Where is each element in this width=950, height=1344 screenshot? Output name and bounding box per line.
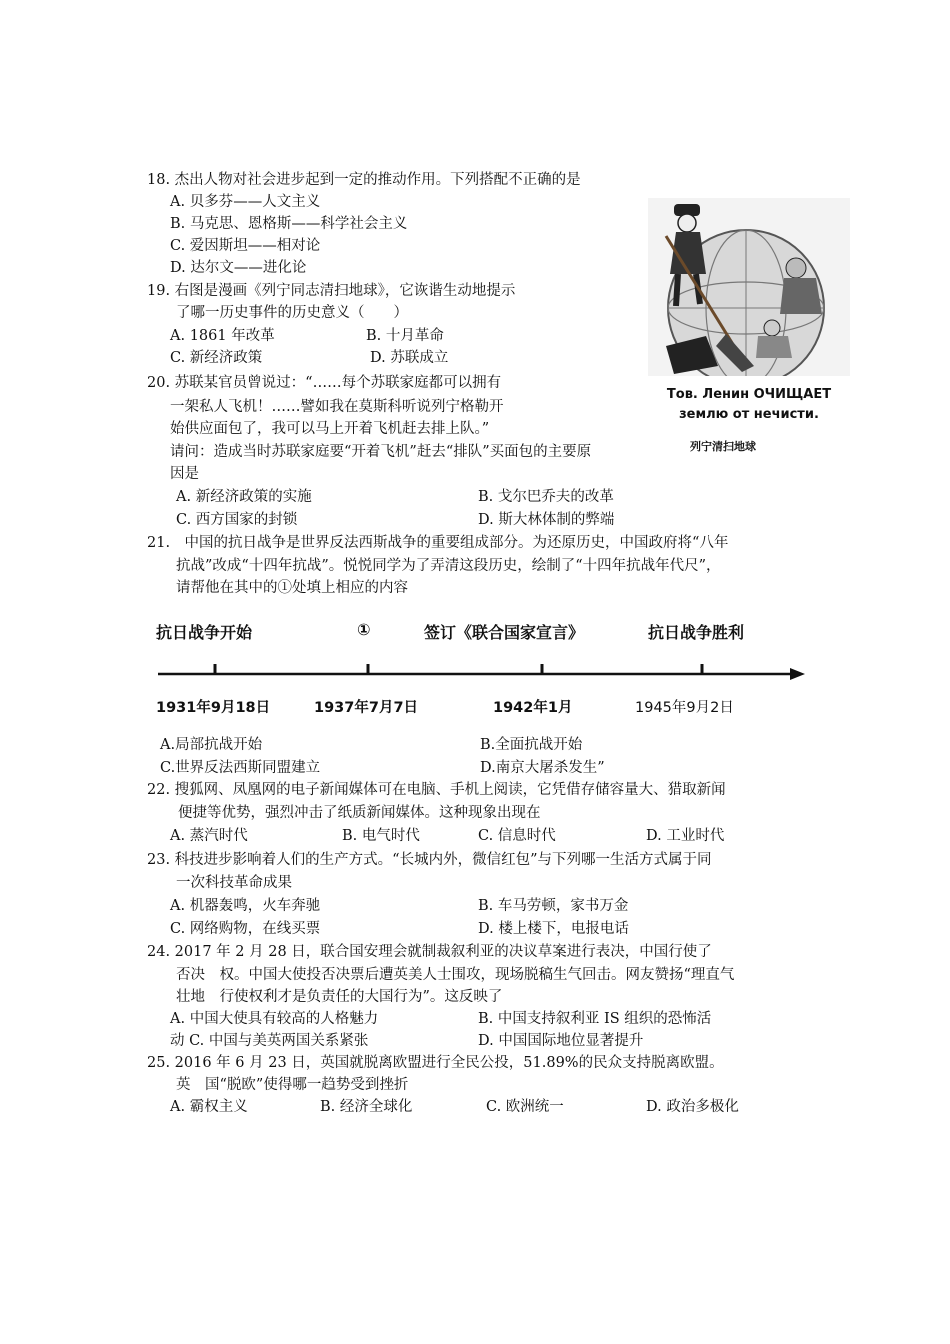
timeline-event-3: 签订《联合国家宣言》 bbox=[424, 623, 585, 642]
q22-stem-line2: 便捷等优势，强烈冲击了纸质新闻媒体。这种现象出现在 bbox=[178, 805, 541, 821]
timeline-event-4: 抗日战争胜利 bbox=[648, 623, 745, 642]
timeline-date-3: 1942年1月 bbox=[493, 700, 573, 716]
q23-stem-line2: 一次科技革命成果 bbox=[176, 875, 292, 891]
q24-option-a: A. 中国大使具有较高的人格魅力 bbox=[170, 1011, 379, 1027]
q25-option-d: D. 政治多极化 bbox=[646, 1099, 739, 1115]
q22-option-d: D. 工业时代 bbox=[646, 828, 725, 844]
q19-option-a: A. 1861 年改革 bbox=[170, 328, 275, 344]
q18-stem: 18. 杰出人物对社会进步起到一定的推动作用。下列搭配不正确的是 bbox=[147, 172, 581, 188]
war-timeline bbox=[140, 606, 820, 726]
q23-option-d: D. 楼上楼下，电报电话 bbox=[478, 921, 629, 937]
q22-option-c: C. 信息时代 bbox=[478, 828, 556, 844]
q21-stem-line3: 请帮他在其中的①处填上相应的内容 bbox=[176, 580, 408, 596]
q25-option-a: A. 霸权主义 bbox=[170, 1099, 248, 1115]
q24-option-b: B. 中国支持叙利亚 IS 组织的恐怖活 bbox=[478, 1011, 712, 1027]
q24-stem-line1: 24. 2017 年 2 月 28 日，联合国安理会就制裁叙利亚的决议草案进行表决，中国行使了 bbox=[147, 944, 712, 960]
q19-stem-line2: 了哪一历史事件的历史意义（ ） bbox=[176, 305, 408, 321]
q19-option-c: C. 新经济政策 bbox=[170, 350, 263, 366]
q20-option-c: C. 西方国家的封锁 bbox=[176, 512, 298, 528]
q25-option-b: B. 经济全球化 bbox=[320, 1099, 413, 1115]
q18-option-c: C. 爱因斯坦——相对论 bbox=[170, 238, 321, 254]
q21-option-b: B.全面抗战开始 bbox=[480, 737, 583, 753]
q21-stem-line2: 抗战”改成“十四年抗战”。悦悦同学为了弄清这段历史，绘制了“十四年抗战年代尺”， bbox=[176, 558, 721, 574]
q24-option-d: D. 中国国际地位显著提升 bbox=[478, 1033, 644, 1049]
cartoon-caption-line2: землю от нечисти. bbox=[679, 407, 819, 422]
q23-option-c: C. 网络购物，在线买票 bbox=[170, 921, 321, 937]
timeline-event-1: 抗日战争开始 bbox=[156, 623, 253, 642]
q20-stem-line1: 20. 苏联某官员曾说过：“……每个苏联家庭都可以拥有 bbox=[147, 375, 502, 391]
q18-option-b: B. 马克思、恩格斯——科学社会主义 bbox=[170, 216, 408, 232]
q20-option-a: A. 新经济政策的实施 bbox=[176, 489, 312, 505]
timeline-date-4: 1945年9月2日 bbox=[635, 700, 734, 716]
q20-option-b: B. 戈尔巴乔夫的改革 bbox=[478, 489, 614, 505]
timeline-date-2: 1937年7月7日 bbox=[314, 700, 419, 716]
cartoon-label: 列宁清扫地球 bbox=[690, 440, 756, 453]
cartoon-caption-line1: Тов. Ленин ОЧИЩАЕТ bbox=[666, 387, 832, 402]
lenin-cartoon-image bbox=[646, 196, 852, 458]
q22-option-b: B. 电气时代 bbox=[342, 828, 420, 844]
q20-option-d: D. 斯大林体制的弊端 bbox=[478, 512, 615, 528]
q22-stem-line1: 22. 搜狐网、凤凰网的电子新闻媒体可在电脑、手机上阅读，它凭借存储容量大、猎取新闻 bbox=[147, 782, 726, 798]
timeline-date-1: 1931年9月18日 bbox=[156, 700, 271, 716]
q24-stem-line3: 壮地 行使权利才是负责任的大国行为”。这反映了 bbox=[176, 989, 503, 1005]
q25-stem-line2: 英 国“脱欧”使得哪一趋势受到挫折 bbox=[176, 1077, 409, 1093]
q18-option-d: D. 达尔文——进化论 bbox=[170, 260, 307, 276]
q19-stem-line1: 19. 右图是漫画《列宁同志清扫地球》，它诙谐生动地提示 bbox=[147, 283, 516, 299]
q21-option-d: D.南京大屠杀发生” bbox=[480, 760, 605, 776]
q20-stem-line5: 因是 bbox=[170, 466, 199, 482]
q20-stem-line2: 一架私人飞机！……譬如我在莫斯科听说列宁格勒开 bbox=[170, 399, 504, 415]
q21-option-c: C.世界反法西斯同盟建立 bbox=[160, 760, 321, 776]
q24-stem-line2: 否决 权。中国大使投否决票后遭英美人士围攻，现场脱稿生气回击。网友赞扬“理直气 bbox=[176, 967, 735, 983]
q24-option-c: 动 C. 中国与美英两国关系紧张 bbox=[170, 1033, 369, 1049]
q19-option-d: D. 苏联成立 bbox=[370, 350, 449, 366]
q22-option-a: A. 蒸汽时代 bbox=[170, 828, 248, 844]
q19-option-b: B. 十月革命 bbox=[366, 328, 444, 344]
q20-stem-line4: 请问：造成当时苏联家庭要“开着飞机”赶去“排队”买面包的主要原 bbox=[170, 444, 592, 460]
timeline-event-2: ① bbox=[357, 620, 371, 639]
q21-option-a: A.局部抗战开始 bbox=[160, 737, 263, 753]
q21-stem-line1: 21. 中国的抗日战争是世界反法西斯战争的重要组成部分。为还原历史，中国政府将“八年 bbox=[147, 535, 729, 551]
q25-stem-line1: 25. 2016 年 6 月 23 日，英国就脱离欧盟进行全民公投，51.89%的民众支持脱离欧盟。 bbox=[147, 1055, 724, 1071]
q25-option-c: C. 欧洲统一 bbox=[486, 1099, 564, 1115]
q20-stem-line3: 始供应面包了，我可以马上开着飞机赶去排上队。” bbox=[170, 421, 490, 437]
q23-stem-line1: 23. 科技进步影响着人们的生产方式。“长城内外，微信红包”与下列哪一生活方式属于同 bbox=[147, 852, 712, 868]
q18-option-a: A. 贝多芬——人文主义 bbox=[170, 194, 321, 210]
q23-option-a: A. 机器轰鸣，火车奔驰 bbox=[170, 898, 321, 914]
q23-option-b: B. 车马劳顿，家书万金 bbox=[478, 898, 629, 914]
arrow-right-icon bbox=[790, 668, 805, 680]
